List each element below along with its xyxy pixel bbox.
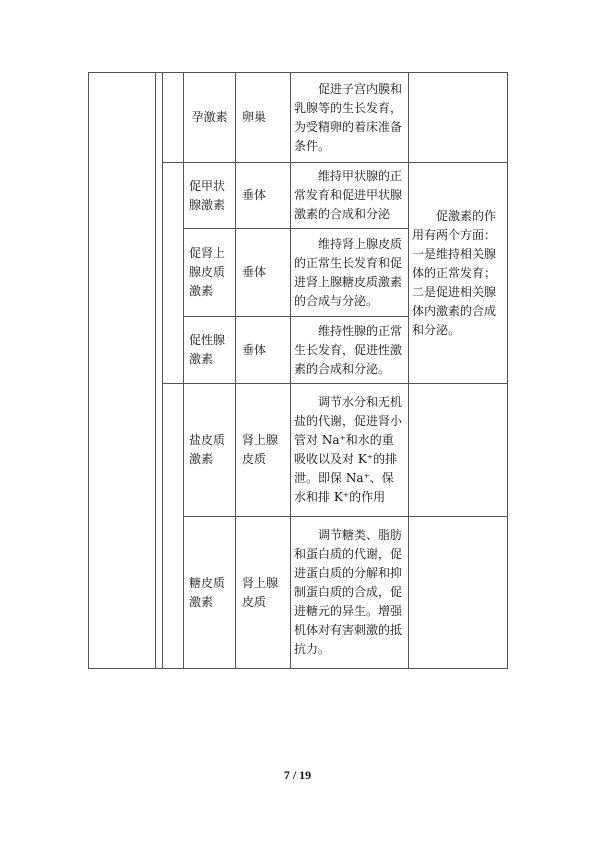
hormone-name-cell xyxy=(189,229,235,316)
tropic-hormone-note: 促激素的作用有两个方面：一是维持相关腺体的正常发育；二是促进相关腺体内激素的合成和分泌。 xyxy=(412,208,497,337)
hormone-name: 促甲状 腺激素 xyxy=(189,178,226,212)
function-text: 调节糖类、脂肪和蛋白质的代谢，促进蛋白质的分解和抑制蛋白质的合成，促进糖元的异生。增强机体对有害刺激的抵抗力。 xyxy=(294,528,403,656)
gland-cell xyxy=(242,73,290,162)
gland-name: 垂体 xyxy=(242,188,267,202)
hormone-name: 糖皮质 激素 xyxy=(189,575,226,609)
hormone-name: 盐皮质 激素 xyxy=(189,433,226,466)
hormone-name-cell xyxy=(184,73,235,162)
hormone-name-cell xyxy=(189,384,235,516)
tropic-hormone-note-cell xyxy=(412,163,504,383)
gland-cell xyxy=(242,229,290,316)
function-text: 维持性腺的正常生长发育，促进性激素的合成和分泌。 xyxy=(294,323,403,376)
hormone-name-cell xyxy=(189,163,235,228)
function-cell xyxy=(294,229,404,316)
page-number: 7 / 19 xyxy=(283,768,312,782)
function-cell xyxy=(294,73,404,162)
hormone-name-cell xyxy=(189,317,235,383)
function-cell xyxy=(294,317,404,383)
gland-name: 垂体 xyxy=(242,265,267,279)
gland-cell xyxy=(242,317,290,383)
gland-name: 肾上腺 皮质 xyxy=(242,433,279,466)
function-text: 维持甲状腺的正常发育和促进甲状腺激素的合成和分泌 xyxy=(294,169,403,221)
gland-name: 垂体 xyxy=(242,342,267,357)
gland-cell xyxy=(242,517,290,668)
function-cell xyxy=(294,384,404,516)
function-cell xyxy=(294,517,404,668)
gland-cell xyxy=(242,384,290,516)
function-text: 调节水分和无机盐的代谢，促进肾小管对 Na⁺和水的重吸收以及对 K⁺的排泄。即保 Na⁺、保水和排 K⁺的作用 xyxy=(294,395,403,504)
gland-name: 肾上腺 皮质 xyxy=(242,575,279,609)
function-cell xyxy=(294,163,404,228)
hormone-name-cell xyxy=(189,517,235,668)
function-text: 维持肾上腺皮质的正常生长发育和促进肾上腺糖皮质激素的合成与分泌。 xyxy=(294,236,403,308)
gland-name: 卵巢 xyxy=(242,110,267,124)
gland-cell xyxy=(242,163,290,228)
hormone-name: 孕激素 xyxy=(191,110,228,124)
hormone-name: 促性腺 激素 xyxy=(189,333,226,366)
function-text: 促进子宫内膜和乳腺等的生长发育，为受精卵的着床准备条件。 xyxy=(294,81,403,153)
hormone-name: 促肾上 腺皮质 激素 xyxy=(189,246,226,298)
